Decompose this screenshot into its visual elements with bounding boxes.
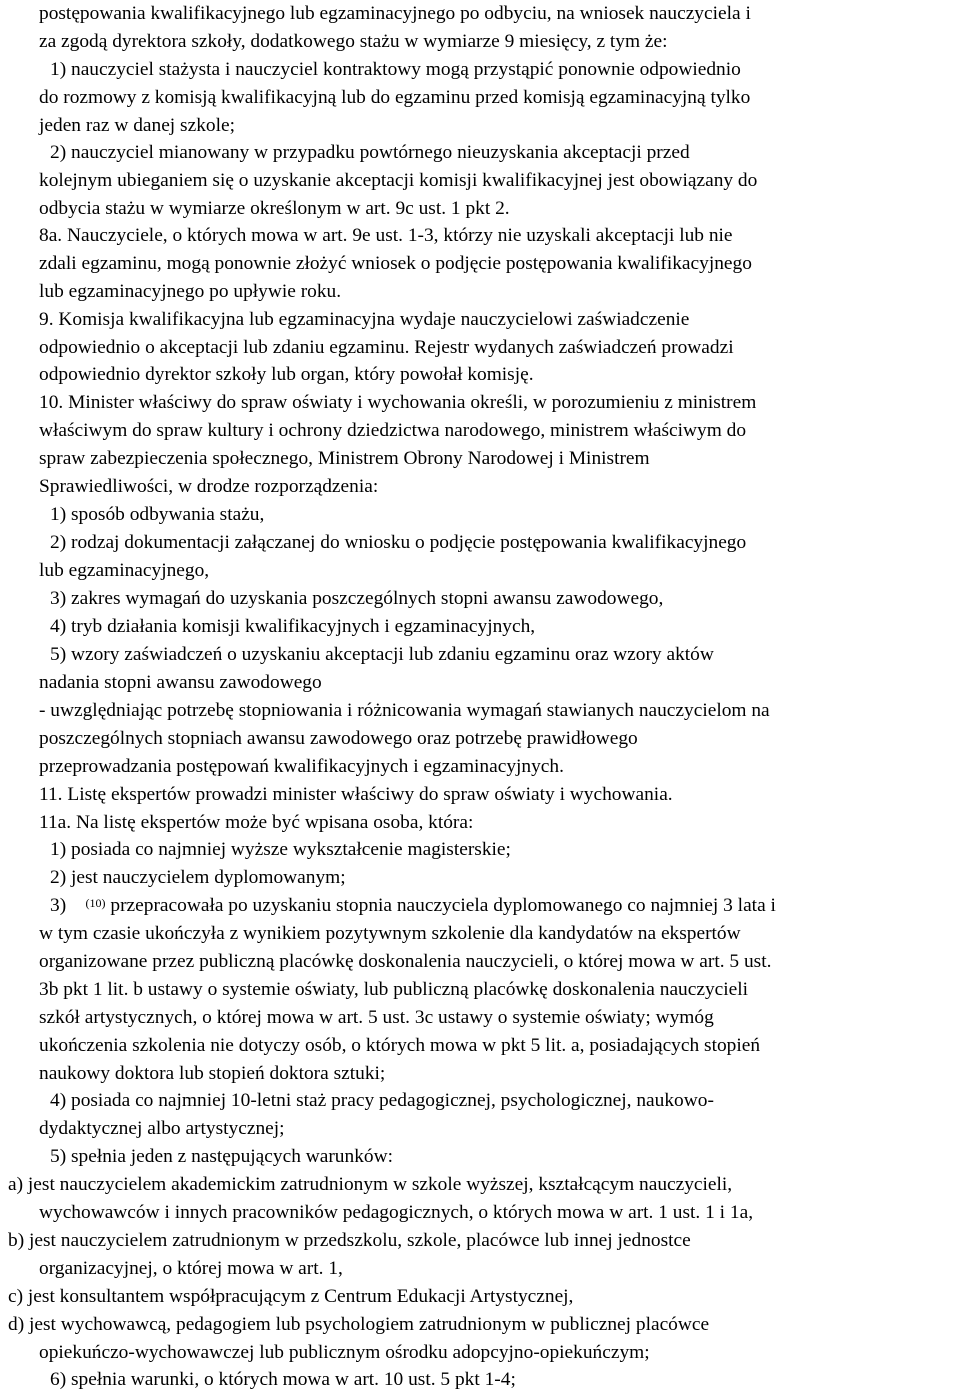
text-line: odpowiednio o akceptacji lub zdaniu egzaminu. Rejestr wydanych zaświadczeń prowadzi	[39, 337, 734, 358]
text-line: spraw zabezpieczenia społecznego, Ministrem Obrony Narodowej i Ministrem	[39, 448, 650, 469]
text-line: naukowy doktora lub stopień doktora sztuki;	[39, 1063, 386, 1084]
text-line: 3) zakres wymagań do uzyskania poszczególnych stopni awansu zawodowego,	[50, 588, 664, 609]
text-line: 1) posiada co najmniej wyższe wykształcenie magisterskie;	[50, 839, 511, 860]
text-line: 9. Komisja kwalifikacyjna lub egzaminacyjna wydaje nauczycielowi zaświadczenie	[39, 309, 690, 330]
text-run: przepracowała po uzyskaniu stopnia nauczyciela dyplomowanego co najmniej 3 lata i	[110, 895, 776, 916]
text-line: jeden raz w danej szkole;	[39, 115, 235, 136]
text-line: b) jest nauczycielem zatrudnionym w przedszkolu, szkole, placówce lub innej jednostce	[8, 1230, 691, 1251]
text-line: za zgodą dyrektora szkoły, dodatkowego stażu w wymiarze 9 miesięcy, z tym że:	[39, 31, 668, 52]
text-line: właściwym do spraw kultury i ochrony dziedzictwa narodowego, ministrem właściwym do	[39, 420, 747, 441]
text-line: 3b pkt 1 lit. b ustawy o systemie oświaty, lub publiczną placówkę doskonalenia nauczycieli	[39, 979, 749, 1000]
text-line: 2) nauczyciel mianowany w przypadku powtórnego nieuzyskania akceptacji przed	[50, 142, 690, 163]
footnote-ref: (10)	[85, 896, 106, 910]
text-line	[50, 892, 776, 920]
text-line: odbycia stażu w wymiarze określonym w art. 9c ust. 1 pkt 2.	[39, 198, 510, 219]
text-line: d) jest wychowawcą, pedagogiem lub psychologiem zatrudnionym w publicznej placówce	[8, 1314, 710, 1335]
text-line: ukończenia szkolenia nie dotyczy osób, o których mowa w pkt 5 lit. a, posiadających stopień	[39, 1035, 761, 1056]
text-line: organizacyjnej, o której mowa w art. 1,	[39, 1258, 343, 1279]
text-line: 4) tryb działania komisji kwalifikacyjnych i egzaminacyjnych,	[50, 616, 536, 637]
text-line: lub egzaminacyjnego po upływie roku.	[39, 281, 342, 302]
text-line: 1) nauczyciel stażysta i nauczyciel kontraktowy mogą przystąpić ponownie odpowiednio	[50, 59, 741, 80]
text-line: 1) sposób odbywania stażu,	[50, 504, 265, 525]
text-line: 6) spełnia warunki, o których mowa w art. 10 ust. 5 pkt 1-4;	[50, 1369, 516, 1390]
text-line: c) jest konsultantem współpracującym z Centrum Edukacji Artystycznej,	[8, 1286, 574, 1307]
text-line: 11. Listę ekspertów prowadzi minister właściwy do spraw oświaty i wychowania.	[39, 784, 673, 805]
text-line: opiekuńczo-wychowawczej lub publicznym ośrodku adopcyjno-opiekuńczym;	[39, 1342, 650, 1363]
text-line: kolejnym ubieganiem się o uzyskanie akceptacji komisji kwalifikacyjnej jest obowiązany do	[39, 170, 758, 191]
list-marker: 3)	[50, 895, 67, 916]
text-line: nadania stopni awansu zawodowego	[39, 672, 322, 693]
text-line: dydaktycznej albo artystycznej;	[39, 1118, 285, 1139]
text-line: 2) rodzaj dokumentacji załączanej do wniosku o podjęcie postępowania kwalifikacyjnego	[50, 532, 747, 553]
text-line: przeprowadzania postępowań kwalifikacyjnych i egzaminacyjnych.	[39, 756, 564, 777]
text-line: 5) spełnia jeden z następujących warunków:	[50, 1146, 393, 1167]
text-line: wychowawców i innych pracowników pedagogicznych, o których mowa w art. 1 ust. 1 i 1a,	[39, 1202, 754, 1223]
text-line: do rozmowy z komisją kwalifikacyjną lub do egzaminu przed komisją egzaminacyjną tylko	[39, 87, 751, 108]
text-line: 5) wzory zaświadczeń o uzyskaniu akceptacji lub zdaniu egzaminu oraz wzory aktów	[50, 644, 714, 665]
text-line: postępowania kwalifikacyjnego lub egzaminacyjnego po odbyciu, na wniosek nauczyciela i	[39, 3, 751, 24]
text-line: zdali egzaminu, mogą ponownie złożyć wniosek o podjęcie postępowania kwalifikacyjnego	[39, 253, 752, 274]
text-line: organizowane przez publiczną placówkę doskonalenia nauczycieli, o której mowa w art. 5 ust.	[39, 951, 772, 972]
text-line: 10. Minister właściwy do spraw oświaty i wychowania określi, w porozumieniu z ministrem	[39, 392, 757, 413]
text-line: Sprawiedliwości, w drodze rozporządzenia:	[39, 476, 379, 497]
text-line: 2) jest nauczycielem dyplomowanym;	[50, 867, 346, 888]
text-line: 11a. Na listę ekspertów może być wpisana osoba, która:	[39, 812, 474, 833]
text-line: lub egzaminacyjnego,	[39, 560, 210, 581]
text-line: a) jest nauczycielem akademickim zatrudnionym w szkole wyższej, kształcącym nauczycieli,	[8, 1174, 733, 1195]
text-line: - uwzględniając potrzebę stopniowania i różnicowania wymagań stawianych nauczycielom na	[39, 700, 770, 721]
text-line: odpowiednio dyrektor szkoły lub organ, który powołał komisję.	[39, 364, 534, 385]
text-line: poszczególnych stopniach awansu zawodowego oraz potrzebę prawidłowego	[39, 728, 638, 749]
text-line: szkół artystycznych, o której mowa w art. 5 ust. 3c ustawy o systemie oświaty; wymóg	[39, 1007, 714, 1028]
text-line: w tym czasie ukończyła z wynikiem pozytywnym szkolenie dla kandydatów na ekspertów	[39, 923, 741, 944]
text-line: 8a. Nauczyciele, o których mowa w art. 9e ust. 1-3, którzy nie uzyskali akceptacji lub nie	[39, 225, 733, 246]
text-line: 4) posiada co najmniej 10-letni staż pracy pedagogicznej, psychologicznej, naukowo-	[50, 1090, 714, 1111]
